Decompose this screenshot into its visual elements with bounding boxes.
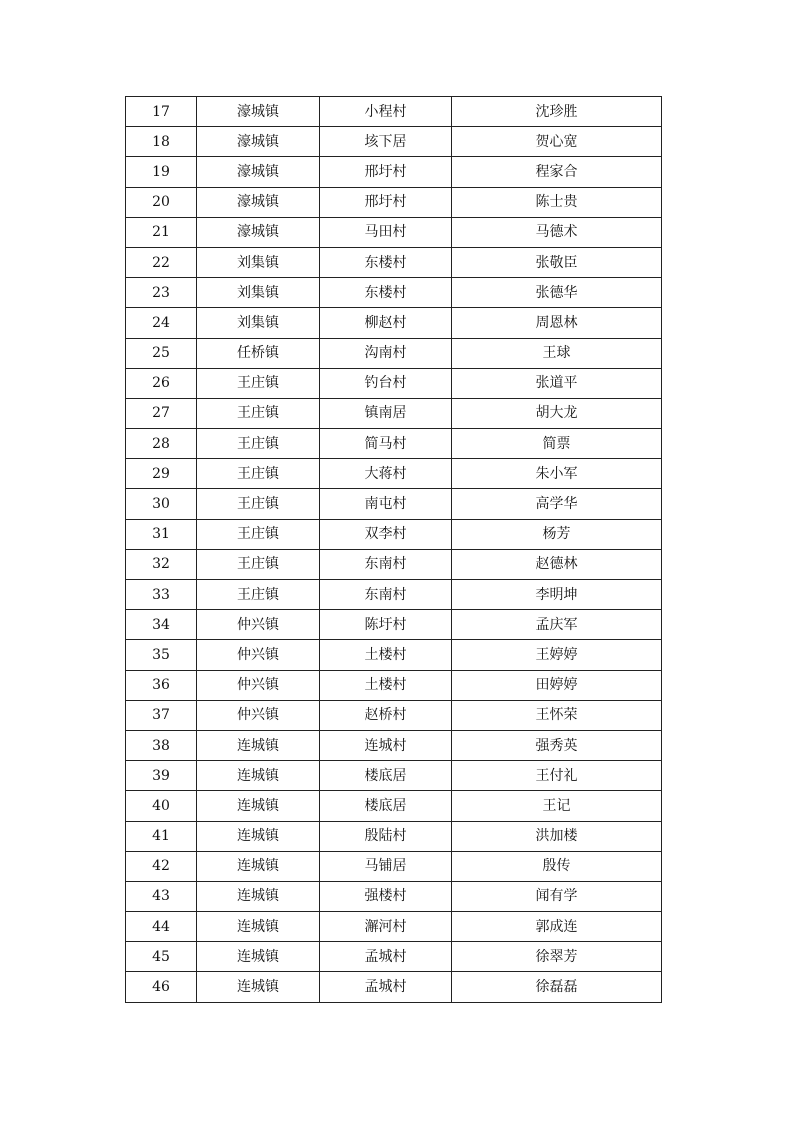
town-cell: 王庄镇 <box>197 398 320 428</box>
person-name-cell: 沈珍胜 <box>452 97 662 127</box>
town-cell: 连城镇 <box>197 881 320 911</box>
table-row <box>126 821 662 851</box>
village-cell: 沟南村 <box>320 338 452 368</box>
table-row <box>126 157 662 187</box>
person-name-cell: 殷传 <box>452 851 662 881</box>
table-row <box>126 972 662 1002</box>
town-cell: 王庄镇 <box>197 549 320 579</box>
village-cell: 陈圩村 <box>320 610 452 640</box>
village-cell: 土楼村 <box>320 640 452 670</box>
roster-body <box>126 97 662 1003</box>
person-name-cell: 王婷婷 <box>452 640 662 670</box>
row-number-cell: 18 <box>126 127 197 157</box>
table-row <box>126 700 662 730</box>
row-number-cell: 42 <box>126 851 197 881</box>
town-cell: 任桥镇 <box>197 338 320 368</box>
person-name-cell: 陈士贵 <box>452 187 662 217</box>
town-cell: 濠城镇 <box>197 157 320 187</box>
person-name-cell: 李明坤 <box>452 580 662 610</box>
person-name-cell: 贺心宽 <box>452 127 662 157</box>
table-row <box>126 640 662 670</box>
village-cell: 楼底居 <box>320 761 452 791</box>
person-name-cell: 杨芳 <box>452 519 662 549</box>
town-cell: 濠城镇 <box>197 217 320 247</box>
row-number-cell: 34 <box>126 610 197 640</box>
village-cell: 邢圩村 <box>320 187 452 217</box>
town-cell: 濠城镇 <box>197 127 320 157</box>
table-row <box>126 489 662 519</box>
person-name-cell: 胡大龙 <box>452 398 662 428</box>
row-number-cell: 27 <box>126 398 197 428</box>
village-cell: 东楼村 <box>320 247 452 277</box>
village-cell: 澥河村 <box>320 912 452 942</box>
town-cell: 王庄镇 <box>197 489 320 519</box>
town-cell: 王庄镇 <box>197 580 320 610</box>
village-cell: 东楼村 <box>320 278 452 308</box>
person-name-cell: 程家合 <box>452 157 662 187</box>
town-cell: 王庄镇 <box>197 519 320 549</box>
town-cell: 连城镇 <box>197 821 320 851</box>
table-row <box>126 247 662 277</box>
table-row <box>126 730 662 760</box>
town-cell: 刘集镇 <box>197 247 320 277</box>
table-row <box>126 97 662 127</box>
person-name-cell: 简票 <box>452 429 662 459</box>
row-number-cell: 41 <box>126 821 197 851</box>
town-cell: 仲兴镇 <box>197 610 320 640</box>
person-name-cell: 高学华 <box>452 489 662 519</box>
table-row <box>126 761 662 791</box>
town-cell: 濠城镇 <box>197 187 320 217</box>
table-row <box>126 851 662 881</box>
town-cell: 王庄镇 <box>197 368 320 398</box>
person-name-cell: 赵德林 <box>452 549 662 579</box>
village-cell: 镇南居 <box>320 398 452 428</box>
table-row <box>126 942 662 972</box>
village-cell: 南屯村 <box>320 489 452 519</box>
town-cell: 濠城镇 <box>197 97 320 127</box>
person-name-cell: 徐磊磊 <box>452 972 662 1002</box>
person-name-cell: 田婷婷 <box>452 670 662 700</box>
row-number-cell: 45 <box>126 942 197 972</box>
village-cell: 土楼村 <box>320 670 452 700</box>
person-name-cell: 王记 <box>452 791 662 821</box>
person-name-cell: 张道平 <box>452 368 662 398</box>
person-name-cell: 马德术 <box>452 217 662 247</box>
town-cell: 连城镇 <box>197 791 320 821</box>
row-number-cell: 22 <box>126 247 197 277</box>
village-cell: 钓台村 <box>320 368 452 398</box>
village-cell: 柳赵村 <box>320 308 452 338</box>
row-number-cell: 17 <box>126 97 197 127</box>
town-cell: 连城镇 <box>197 730 320 760</box>
table-row <box>126 187 662 217</box>
row-number-cell: 28 <box>126 429 197 459</box>
roster-table <box>125 96 662 1003</box>
town-cell: 仲兴镇 <box>197 670 320 700</box>
person-name-cell: 张敬臣 <box>452 247 662 277</box>
village-cell: 强楼村 <box>320 881 452 911</box>
row-number-cell: 36 <box>126 670 197 700</box>
row-number-cell: 19 <box>126 157 197 187</box>
row-number-cell: 31 <box>126 519 197 549</box>
table-row <box>126 278 662 308</box>
town-cell: 连城镇 <box>197 761 320 791</box>
table-row <box>126 308 662 338</box>
village-cell: 垓下居 <box>320 127 452 157</box>
town-cell: 连城镇 <box>197 851 320 881</box>
row-number-cell: 25 <box>126 338 197 368</box>
table-row <box>126 549 662 579</box>
table-row <box>126 610 662 640</box>
person-name-cell: 强秀英 <box>452 730 662 760</box>
village-cell: 殷陆村 <box>320 821 452 851</box>
table-row <box>126 459 662 489</box>
village-cell: 东南村 <box>320 580 452 610</box>
row-number-cell: 21 <box>126 217 197 247</box>
table-row <box>126 519 662 549</box>
village-cell: 马铺居 <box>320 851 452 881</box>
village-cell: 大蒋村 <box>320 459 452 489</box>
village-cell: 赵桥村 <box>320 700 452 730</box>
row-number-cell: 33 <box>126 580 197 610</box>
village-cell: 孟城村 <box>320 972 452 1002</box>
row-number-cell: 44 <box>126 912 197 942</box>
person-name-cell: 张德华 <box>452 278 662 308</box>
village-cell: 马田村 <box>320 217 452 247</box>
village-cell: 东南村 <box>320 549 452 579</box>
person-name-cell: 徐翠芳 <box>452 942 662 972</box>
row-number-cell: 32 <box>126 549 197 579</box>
town-cell: 王庄镇 <box>197 429 320 459</box>
person-name-cell: 王付礼 <box>452 761 662 791</box>
town-cell: 仲兴镇 <box>197 640 320 670</box>
village-cell: 简马村 <box>320 429 452 459</box>
row-number-cell: 39 <box>126 761 197 791</box>
table-row <box>126 368 662 398</box>
town-cell: 连城镇 <box>197 972 320 1002</box>
town-cell: 连城镇 <box>197 942 320 972</box>
table-row <box>126 580 662 610</box>
table-row <box>126 912 662 942</box>
row-number-cell: 46 <box>126 972 197 1002</box>
table-row <box>126 881 662 911</box>
town-cell: 刘集镇 <box>197 308 320 338</box>
row-number-cell: 24 <box>126 308 197 338</box>
person-name-cell: 孟庆军 <box>452 610 662 640</box>
person-name-cell: 王球 <box>452 338 662 368</box>
village-cell: 楼底居 <box>320 791 452 821</box>
person-name-cell: 朱小军 <box>452 459 662 489</box>
row-number-cell: 26 <box>126 368 197 398</box>
town-cell: 王庄镇 <box>197 459 320 489</box>
row-number-cell: 43 <box>126 881 197 911</box>
row-number-cell: 29 <box>126 459 197 489</box>
row-number-cell: 38 <box>126 730 197 760</box>
person-name-cell: 王怀荣 <box>452 700 662 730</box>
person-name-cell: 周恩林 <box>452 308 662 338</box>
person-name-cell: 郭成连 <box>452 912 662 942</box>
table-row <box>126 791 662 821</box>
row-number-cell: 40 <box>126 791 197 821</box>
town-cell: 刘集镇 <box>197 278 320 308</box>
table-row <box>126 127 662 157</box>
table-row <box>126 398 662 428</box>
town-cell: 仲兴镇 <box>197 700 320 730</box>
village-cell: 邢圩村 <box>320 157 452 187</box>
row-number-cell: 35 <box>126 640 197 670</box>
village-cell: 孟城村 <box>320 942 452 972</box>
row-number-cell: 37 <box>126 700 197 730</box>
table-row <box>126 217 662 247</box>
village-cell: 小程村 <box>320 97 452 127</box>
table-row <box>126 338 662 368</box>
table-row <box>126 429 662 459</box>
village-cell: 双李村 <box>320 519 452 549</box>
row-number-cell: 23 <box>126 278 197 308</box>
row-number-cell: 20 <box>126 187 197 217</box>
row-number-cell: 30 <box>126 489 197 519</box>
town-cell: 连城镇 <box>197 912 320 942</box>
person-name-cell: 洪加楼 <box>452 821 662 851</box>
table-row <box>126 670 662 700</box>
person-name-cell: 闻有学 <box>452 881 662 911</box>
village-cell: 连城村 <box>320 730 452 760</box>
